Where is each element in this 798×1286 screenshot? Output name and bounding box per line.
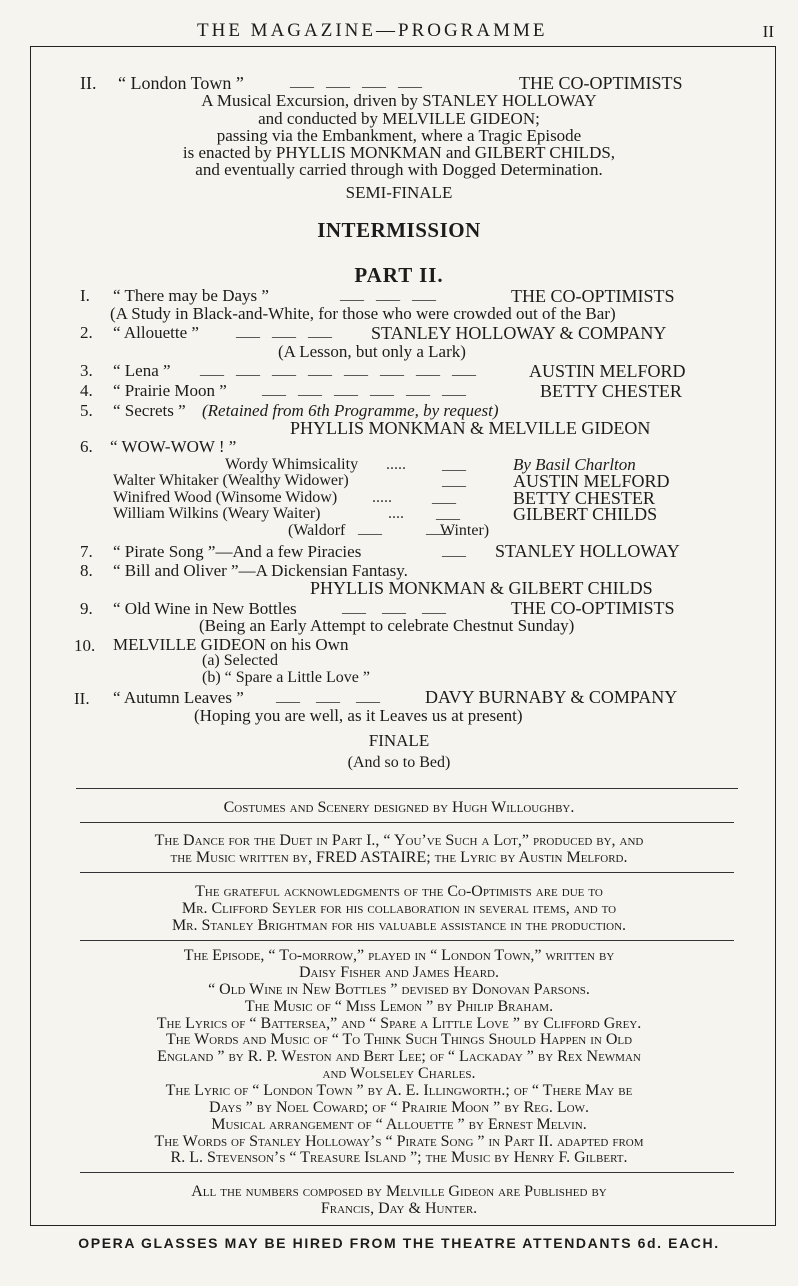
item-performer: PHYLLIS MONKMAN & GILBERT CHILDS [310,578,653,598]
setting-text: Winter) [440,522,490,539]
credit-line: Mr. Stanley Brightman for his valuable assistance in the production. [171,917,627,934]
item-title: “ Secrets ” [113,401,186,420]
credit-line: The grateful acknowledgments of the Co-Optimists are due to [195,883,603,900]
item-number: II. [80,73,97,93]
cast-role: William Wilkins (Weary Waiter) [113,505,321,522]
credit-line: Days ” by Noel Coward; of “ Prairie Moon ” by Reg. Low. [209,1099,589,1116]
item-title: “ Bill and Oliver ”—A Dickensian Fantasy. [113,561,408,580]
cast-actor: By Basil Charlton [513,455,636,474]
footer-notice: OPERA GLASSES MAY BE HIRED FROM THE THEATRE ATTENDANTS 6d. EACH. [78,1235,720,1251]
leader-dashes: ..... ___ [386,456,466,473]
credit-divider [80,940,734,941]
credit-line: Daisy Fisher and James Heard. [298,964,500,981]
item-note: and conducted by MELVILLE GIDEON; [258,109,540,128]
credit-line: Costumes and Scenery designed by Hugh Willoughby. [223,799,575,816]
leader-dashes: ___ ___ ___ [342,599,446,616]
section-divider [76,788,738,789]
item-performer: AUSTIN MELFORD [529,361,686,381]
item-performer: STANLEY HOLLOWAY [495,541,680,561]
item-title: “ Old Wine in New Bottles [113,599,297,618]
item-title: “ London Town ” [118,73,244,93]
item-number: I. [80,286,90,305]
item-performer: THE CO-OPTIMISTS [519,73,683,93]
credit-line: The Words of Stanley Holloway’s “ Pirate Song ” in Part II. adapted from [154,1133,644,1150]
item-title: “ There may be Days ” [113,286,269,305]
item-performer: THE CO-OPTIMISTS [511,598,675,618]
credit-divider [80,872,734,873]
item-title: “ Prairie Moon ” [113,381,227,400]
credit-divider [80,822,734,823]
item-performer: THE CO-OPTIMISTS [511,286,675,306]
item-number: 6. [80,437,93,456]
item-title: MELVILLE GIDEON on his Own [113,635,349,654]
item-number: 5. [80,401,93,420]
item-note: and eventually carried through with Dogged Determination. [195,160,603,179]
item-note: (A Lesson, but only a Lark) [278,342,466,361]
sub-item: (a) Selected [202,652,278,669]
finale-heading: FINALE [368,731,430,750]
sub-item: (b) “ Spare a Little Love ” [202,669,370,686]
leader-dashes: ___ ___ ___ [276,688,380,705]
leader-dashes: ___ ___ [358,520,450,537]
cast-actor: BETTY CHESTER [513,488,655,508]
credit-line: The Lyric of “ London Town ” by A. E. Illingworth.; of “ There May be [165,1082,633,1099]
credit-line: Musical arrangement of “ Allouette ” by Ernest Melvin. [211,1116,587,1133]
credit-line: All the numbers composed by Melville Gideon are Published by [191,1183,607,1200]
item-performer: DAVY BURNABY & COMPANY [425,687,678,707]
leader-dashes: ___ ___ ___ ___ ___ ___ ___ ___ [200,361,476,378]
page-number: II [762,22,774,41]
credit-divider [80,1172,734,1173]
item-title: “ WOW-WOW ! ” [110,437,237,456]
item-note: (Hoping you are well, as it Leaves us at present) [194,706,523,725]
item-note: (Being an Early Attempt to celebrate Chestnut Sunday) [199,616,575,635]
credit-line: The Words and Music of “ To Think Such Things Should Happen in Old [165,1031,633,1048]
item-number: 4. [80,381,93,400]
credit-line: Mr. Clifford Seyler for his collaboration in several items, and to [181,900,617,917]
leader-dashes: .... ___ [388,505,460,522]
credit-line: the Music written by, FRED ASTAIRE; the Lyric by Austin Melford. [170,849,628,866]
leader-dashes: ___ ___ ___ [340,286,436,303]
credit-line: The Music of “ Miss Lemon ” by Philip Braham. [244,998,554,1015]
item-number: 10. [74,636,96,655]
credit-line: The Lyrics of “ Battersea,” and “ Spare a Little Love ” by Clifford Grey. [156,1015,642,1032]
intermission-heading: INTERMISSION [317,218,481,242]
item-title: “ Autumn Leaves ” [113,688,244,707]
leader-dashes: ___ ___ ___ ___ ___ ___ [262,381,466,398]
item-title: “ Allouette ” [113,323,199,342]
finale-note: (And so to Bed) [347,754,451,771]
leader-dashes: ___ ___ ___ [236,323,332,340]
setting-text: (Waldorf [288,522,346,539]
credit-line: and Wolseley Charles. [322,1065,476,1082]
item-number: II. [74,689,90,708]
semi-finale: SEMI-FINALE [345,183,453,202]
item-note: (A Study in Black-and-White, for those who were crowded out of the Bar) [110,304,616,323]
item-performer: STANLEY HOLLOWAY & COMPANY [371,323,667,343]
part-two-heading: PART II. [354,263,444,287]
cast-actor: AUSTIN MELFORD [513,471,670,491]
item-number: 8. [80,561,93,580]
credit-line: Francis, Day & Hunter. [320,1200,478,1217]
leader-dashes: ___ [442,542,466,559]
item-note: is enacted by PHYLLIS MONKMAN and GILBERT CHILDS, [182,143,616,162]
item-title: “ Pirate Song ”—And a few Piracies [113,542,362,561]
credit-line: England ” by R. P. Weston and Bert Lee; of “ Lackaday ” by Rex Newman [157,1048,641,1065]
credit-line: The Episode, “ To-morrow,” played in “ London Town,” written by [183,947,615,964]
cast-role: Walter Whitaker (Wealthy Widower) [113,472,349,489]
credit-line: “ Old Wine in New Bottles ” devised by Donovan Parsons. [208,981,590,998]
item-number: 3. [80,361,93,380]
item-performer: PHYLLIS MONKMAN & MELVILLE GIDEON [290,418,651,438]
item-number: 2. [80,323,93,342]
item-title: “ Lena ” [113,361,171,380]
leader-dashes: ___ [442,472,466,489]
leader-dashes: ___ ___ ___ ___ [290,73,422,90]
leader-dashes: ..... ___ [372,489,456,506]
item-note: passing via the Embankment, where a Tragic Episode [216,126,582,145]
cast-role: Winifred Wood (Winsome Widow) [113,489,338,506]
credit-line: The Dance for the Duet in Part I., “ You’ve Such a Lot,” produced by, and [154,832,644,849]
credit-line: R. L. Stevenson’s “ Treasure Island ”; the Music by Henry F. Gilbert. [170,1149,628,1166]
item-note: (Retained from 6th Programme, by request) [202,401,499,420]
item-number: 7. [80,542,93,561]
cast-role: Wordy Whimsicality [225,456,359,473]
item-performer: BETTY CHESTER [540,381,682,401]
cast-actor: GILBERT CHILDS [513,504,658,524]
running-header: THE MAGAZINE—PROGRAMME [197,20,548,41]
item-number: 9. [80,599,93,618]
item-note: A Musical Excursion, driven by STANLEY HOLLOWAY [201,91,597,110]
